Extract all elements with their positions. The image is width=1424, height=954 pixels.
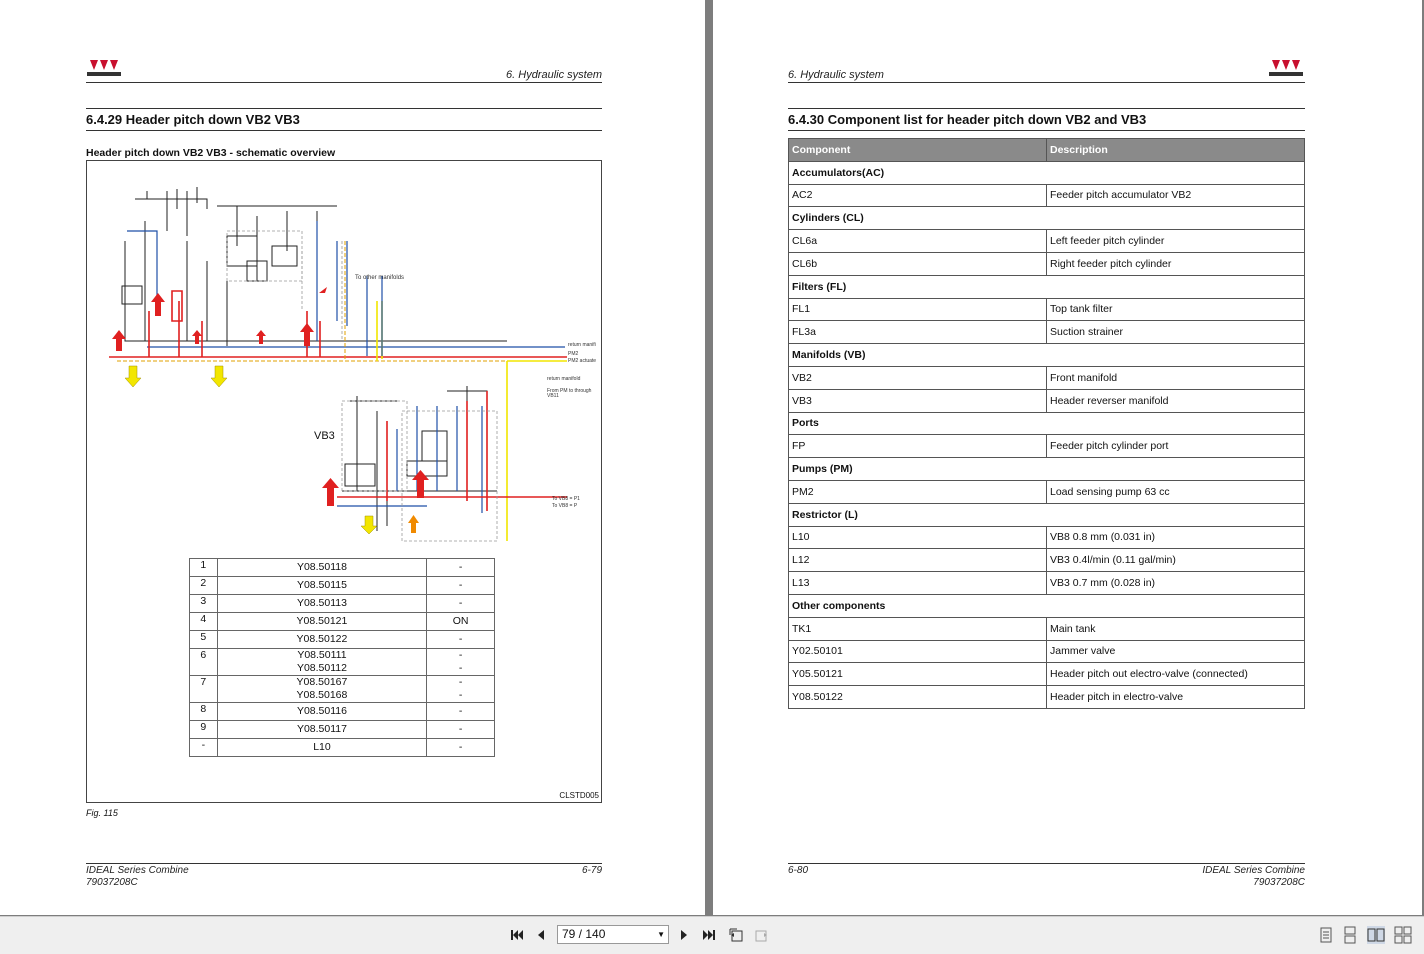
viewer-toolbar [0,916,1424,954]
table-row [789,480,1305,503]
table-row [789,549,1305,572]
page-number: 6-79 [581,865,602,876]
part-state: - [458,579,463,591]
annotation-return-manifold: return manifold [547,376,581,382]
component-cell: L13 [789,572,1047,595]
section-title: 6.4.29 Header pitch down VB2 VB3 [86,112,300,127]
part-code: Y08.50118 [296,561,347,573]
part-code-cell [217,676,427,703]
table-row [789,321,1305,344]
table-row [190,559,495,577]
description-cell: VB3 0.4l/min (0.11 gal/min) [1047,549,1305,572]
go-back-button[interactable] [726,925,746,945]
part-state-cell [427,577,495,595]
footer-doc: 79037208C [1253,877,1305,888]
component-cell: L10 [789,526,1047,549]
first-page-button[interactable] [507,925,527,945]
section-title: 6.4.30 Component list for header pitch down VB2 and VB3 [788,112,1147,127]
part-code: Y08.50121 [296,615,348,627]
page-number: 6-80 [788,865,809,876]
next-page-button[interactable] [674,925,694,945]
description-cell: Load sensing pump 63 cc [1047,480,1305,503]
part-code: Y08.50115 [296,579,347,591]
part-code: Y08.50117 [296,723,347,735]
component-cell: VB3 [789,389,1047,412]
page-header-text: 6. Hydraulic system [788,69,884,81]
table-row [190,676,495,703]
annotation-to-vb8-p1: To VB8 = P1 [552,496,580,502]
footer-left [86,865,189,889]
description-cell: Feeder pitch accumulator VB2 [1047,184,1305,207]
description-cell: Right feeder pitch cylinder [1047,252,1305,275]
part-code: L10 [313,741,331,753]
page-header-text: 6. Hydraulic system [506,69,602,81]
part-code: Y08.50168 [296,689,348,701]
annotation-return-manif: return manifi [568,342,596,348]
part-state: ON [452,615,469,627]
part-code-cell [217,721,427,739]
part-code-cell [217,631,427,649]
part-state-cell [427,559,495,577]
description-cell: Top tank filter [1047,298,1305,321]
component-cell: Y08.50122 [789,686,1047,709]
part-state-cell [427,631,495,649]
table-row [190,703,495,721]
table-row [789,526,1305,549]
part-number-cell: 3 [190,595,218,613]
part-state: - [458,676,463,688]
description-cell: Left feeder pitch cylinder [1047,230,1305,253]
footer-doc: 79037208C [86,877,138,888]
hydraulic-schematic [87,161,601,551]
table-row [789,366,1305,389]
section-rule-top [86,108,602,109]
part-state-cell [427,703,495,721]
component-cell: Y02.50101 [789,640,1047,663]
group-label: Accumulators(AC) [789,161,1305,184]
group-row [789,458,1305,481]
column-header-component: Component [789,139,1047,162]
part-code-cell [217,703,427,721]
component-cell: AC2 [789,184,1047,207]
annotation-from-pm: From PM to through [547,388,592,394]
part-code: Y08.50116 [296,705,347,717]
component-cell: VB2 [789,366,1047,389]
part-code-cell [217,577,427,595]
part-number-cell: 4 [190,613,218,631]
figure-title: Header pitch down VB2 VB3 - schematic overview [86,147,336,159]
part-state: - [458,705,463,717]
previous-page-icon [534,928,548,942]
part-code: Y08.50113 [296,597,347,609]
go-forward-button[interactable] [752,925,772,945]
description-cell: Header pitch in electro-valve [1047,686,1305,709]
table-row [190,739,495,757]
annotation-to-other: To other manifolds [355,275,405,281]
page-indicator: 79 / 140 [562,927,606,941]
component-cell: Y05.50121 [789,663,1047,686]
header-rule [788,82,1305,83]
part-number-cell: 2 [190,577,218,595]
go-back-icon [728,927,744,943]
part-state: - [458,741,463,753]
table-row [789,663,1305,686]
table-row [789,640,1305,663]
group-row [789,594,1305,617]
component-cell: FL1 [789,298,1047,321]
vb3-label: VB3 [314,430,335,442]
part-number-cell: - [190,739,218,757]
component-cell: CL6b [789,252,1047,275]
annotation-vb11: VB11 [547,393,559,399]
description-cell: Main tank [1047,617,1305,640]
part-state-cell [427,595,495,613]
group-label: Ports [789,412,1305,435]
parts-state-table [189,558,495,757]
table-row [190,631,495,649]
table-row [190,721,495,739]
group-row [789,275,1305,298]
two-page-continuous-view-icon[interactable] [1394,926,1412,944]
figure-caption: Fig. 115 [86,808,118,818]
footer-right [1202,865,1305,889]
figure-code: CLSTD005 [559,791,599,800]
part-number-cell: 8 [190,703,218,721]
part-number-cell: 7 [190,676,218,703]
page-number-input[interactable] [557,925,669,944]
annotation-to-vb8-p: To VB8 = P [552,503,578,509]
group-label: Manifolds (VB) [789,344,1305,367]
chevron-down-icon[interactable]: ▼ [657,930,665,939]
part-code-cell [217,649,427,676]
table-row [190,649,495,676]
footer-title: IDEAL Series Combine [86,865,189,876]
part-number-cell: 5 [190,631,218,649]
part-state: - [458,723,463,735]
column-header-description: Description [1047,139,1305,162]
section-rule-bottom [86,130,602,131]
part-number-cell: 6 [190,649,218,676]
part-code-cell [217,613,427,631]
part-state: - [458,633,463,645]
first-page-icon [510,928,524,942]
component-cell: PM2 [789,480,1047,503]
left-page [0,0,705,915]
group-label: Filters (FL) [789,275,1305,298]
header-rule [86,82,602,83]
part-code: Y08.50122 [296,633,348,645]
part-code-cell [217,595,427,613]
part-code-cell [217,739,427,757]
next-page-icon [677,928,691,942]
part-code: Y08.50111 [297,649,347,661]
description-cell: Feeder pitch cylinder port [1047,435,1305,458]
group-label: Pumps (PM) [789,458,1305,481]
component-cell: FP [789,435,1047,458]
table-row [789,572,1305,595]
part-state: - [458,561,463,573]
description-cell: Header reverser manifold [1047,389,1305,412]
single-page-view-icon[interactable] [1317,926,1335,944]
annotation-pm2-actuate: PM2 actuate [568,358,597,364]
component-cell: TK1 [789,617,1047,640]
group-label: Cylinders (CL) [789,207,1305,230]
part-state: - [458,597,463,609]
table-row [789,389,1305,412]
table-row [789,435,1305,458]
continuous-view-icon[interactable] [1341,926,1359,944]
right-page [713,0,1422,915]
description-cell: Front manifold [1047,366,1305,389]
part-state-cell [427,739,495,757]
go-forward-icon [754,927,770,943]
table-row [190,613,495,631]
part-code: Y08.50112 [296,662,347,674]
component-table [788,138,1305,709]
footer-rule [86,863,602,864]
description-cell: Jammer valve [1047,640,1305,663]
brand-logo-icon [1268,58,1304,80]
component-cell: L12 [789,549,1047,572]
brand-logo-icon [86,58,122,80]
part-number-cell: 9 [190,721,218,739]
table-row [190,595,495,613]
part-number-cell: 1 [190,559,218,577]
group-row [789,412,1305,435]
part-state-cell [427,613,495,631]
description-cell: Header pitch out electro-valve (connected) [1047,663,1305,686]
two-page-view-icon[interactable] [1367,926,1385,944]
previous-page-button[interactable] [531,925,551,945]
group-row [789,207,1305,230]
description-cell: VB3 0.7 mm (0.028 in) [1047,572,1305,595]
part-code: Y08.50167 [296,676,348,688]
group-label: Other components [789,594,1305,617]
group-row [789,503,1305,526]
last-page-icon [702,928,716,942]
footer-rule [788,863,1305,864]
part-code-cell [217,559,427,577]
part-state: - [458,662,463,674]
schematic-figure [86,160,602,803]
part-state: - [458,689,463,701]
table-row [789,686,1305,709]
part-state-cell [427,649,495,676]
component-cell: CL6a [789,230,1047,253]
table-row [789,252,1305,275]
part-state-cell [427,676,495,703]
table-row [789,184,1305,207]
table-row [789,617,1305,640]
part-state-cell [427,721,495,739]
section-rule-top [788,108,1305,109]
footer-title: IDEAL Series Combine [1202,865,1305,876]
table-row [190,577,495,595]
description-cell: Suction strainer [1047,321,1305,344]
annotation-pm2: PM2 [568,351,579,357]
table-row [789,230,1305,253]
description-cell: VB8 0.8 mm (0.031 in) [1047,526,1305,549]
section-rule-bottom [788,130,1305,131]
group-row [789,161,1305,184]
component-cell: FL3a [789,321,1047,344]
last-page-button[interactable] [699,925,719,945]
group-label: Restrictor (L) [789,503,1305,526]
group-row [789,344,1305,367]
part-state: - [458,649,463,661]
table-row [789,298,1305,321]
